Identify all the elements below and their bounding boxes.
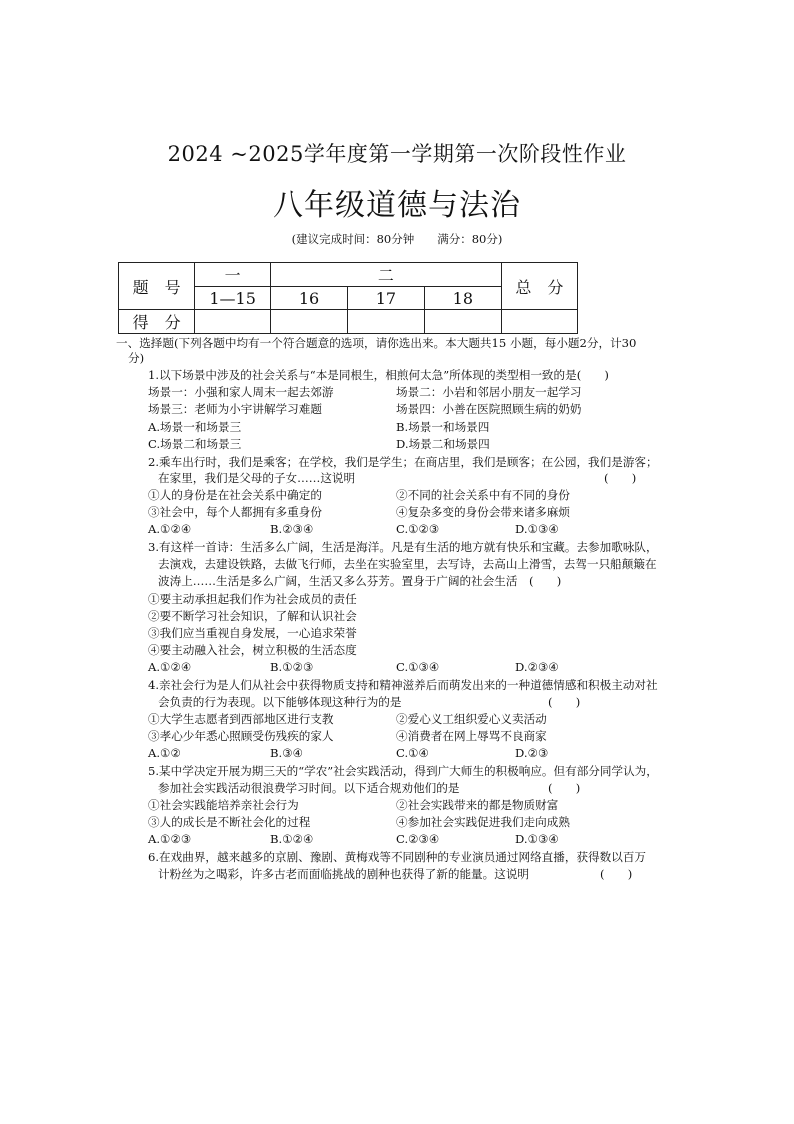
q4-option-b[interactable]: B.③④ bbox=[270, 746, 303, 760]
subject-title: 八年级道德与法治 bbox=[273, 188, 521, 223]
section-intro-cont: 分) bbox=[128, 351, 145, 365]
q1-scene-1: 场景一：小强和家人周末一起去郊游 bbox=[148, 385, 334, 399]
q5-stem-line2: 参加社会实践活动很浪费学习时间。以下适合规劝他们的是 bbox=[158, 781, 460, 795]
q2-statement-3: ③社会中，每个人都拥有多重身份 bbox=[148, 505, 322, 519]
q3-statement-3: ③我们应当重视自身发展，一心追求荣誉 bbox=[148, 626, 357, 640]
score-cell-q17[interactable] bbox=[347, 310, 424, 334]
part-one-header: 一 bbox=[195, 263, 271, 287]
q3-stem-line3: 波涛上……生活是多么广阔，生活又多么芬芳。置身于广阔的社会生活 ( ) bbox=[158, 574, 562, 588]
q4-statement-2: ②爱心义工组织爱心义卖活动 bbox=[396, 712, 547, 726]
q6-answer-paren[interactable]: ( ) bbox=[600, 867, 633, 881]
score-cell-q16[interactable] bbox=[271, 310, 348, 334]
q5-option-b[interactable]: B.①②④ bbox=[270, 832, 314, 846]
q4-option-c[interactable]: C.①④ bbox=[396, 746, 429, 760]
q5-option-a[interactable]: A.①②③ bbox=[148, 832, 192, 846]
q5-statement-4: ④参加社会实践促进我们走向成熟 bbox=[396, 815, 570, 829]
score-cell-total[interactable] bbox=[501, 310, 577, 334]
q3-option-d[interactable]: D.②③④ bbox=[515, 660, 559, 674]
q5-option-d[interactable]: D.①③④ bbox=[515, 832, 559, 846]
range-one-cell: 1—15 bbox=[195, 287, 271, 310]
q1-scene-2: 场景二：小岩和邻居小朋友一起学习 bbox=[396, 385, 582, 399]
q3-stem-line2: 去演戏，去建设铁路，去做飞行师，去坐在实验室里，去写诗，去高山上滑雪，去驾一只船颠簸在 bbox=[158, 557, 657, 571]
q5-answer-paren[interactable]: ( ) bbox=[548, 781, 581, 795]
q4-answer-paren[interactable]: ( ) bbox=[548, 695, 581, 709]
q2-stem-line1: 2.乘车出行时，我们是乘客；在学校，我们是学生；在商店里，我们是顾客；在公园，我们是游客； bbox=[148, 455, 658, 469]
total-header: 总 分 bbox=[501, 263, 577, 310]
part-two-header: 二 bbox=[271, 263, 502, 287]
q2-option-a[interactable]: A.①②④ bbox=[148, 522, 192, 536]
q4-statement-3: ③孝心少年悉心照顾受伤残疾的家人 bbox=[148, 729, 334, 743]
q4-option-d[interactable]: D.②③ bbox=[515, 746, 549, 760]
q1-stem: 1.以下场景中涉及的社会关系与“本是同根生，相煎何太急”所体现的类型相一致的是( ) bbox=[148, 368, 609, 382]
q1-option-d[interactable]: D.场景二和场景四 bbox=[396, 437, 490, 451]
q17-cell: 17 bbox=[347, 287, 424, 310]
q3-option-c[interactable]: C.①③④ bbox=[396, 660, 440, 674]
question-number-label: 题 号 bbox=[119, 263, 195, 310]
time-info: (建议完成时间：80分钟 满分：80分) bbox=[291, 232, 503, 246]
q2-statement-4: ④复杂多变的身份会带来诸多麻烦 bbox=[396, 505, 570, 519]
q5-statement-1: ①社会实践能培养亲社会行为 bbox=[148, 798, 299, 812]
q4-statement-4: ④消费者在网上辱骂不良商家 bbox=[396, 729, 547, 743]
q4-statement-1: ①大学生志愿者到西部地区进行支教 bbox=[148, 712, 334, 726]
q5-statement-2: ②社会实践带来的都是物质财富 bbox=[396, 798, 559, 812]
q1-scene-3: 场景三：老师为小宇讲解学习难题 bbox=[148, 402, 322, 416]
score-table bbox=[118, 262, 578, 334]
q4-stem-line1: 4.亲社会行为是人们从社会中获得物质支持和精神滋养后而萌发出来的一种道德情感和积极主动对社 bbox=[148, 678, 658, 692]
q2-option-b[interactable]: B.②③④ bbox=[270, 522, 314, 536]
q6-stem-line2: 计粉丝为之喝彩，许多古老而面临挑战的剧种也获得了新的能量。这说明 bbox=[158, 867, 530, 881]
q3-statement-2: ②要不断学习社会知识，了解和认识社会 bbox=[148, 609, 357, 623]
q3-option-b[interactable]: B.①②③ bbox=[270, 660, 314, 674]
score-cell-q18[interactable] bbox=[424, 310, 501, 334]
q1-scene-4: 场景四：小善在医院照顾生病的奶奶 bbox=[396, 402, 582, 416]
q1-option-a[interactable]: A.场景一和场景三 bbox=[148, 420, 242, 434]
q5-stem-line1: 5.某中学决定开展为期三天的“学农”社会实践活动，得到广大师生的积极响应。但有部分同学认为， bbox=[148, 764, 658, 778]
q16-cell: 16 bbox=[271, 287, 348, 310]
q6-stem-line1: 6.在戏曲界，越来越多的京剧、豫剧、黄梅戏等不同剧种的专业演员通过网络直播，获得数以百万 bbox=[148, 850, 647, 864]
q4-stem-line2: 会负责的行为表现。以下能够体现这种行为的是 bbox=[158, 695, 402, 709]
q1-option-c[interactable]: C.场景二和场景三 bbox=[148, 437, 242, 451]
q2-stem-line2: 在家里，我们是父母的子女……这说明 bbox=[158, 471, 356, 485]
q2-option-d[interactable]: D.①③④ bbox=[515, 522, 559, 536]
q3-stem-line1: 3.有这样一首诗：生活多么广阔，生活是海洋。凡是有生活的地方就有快乐和宝藏。去参加歌咏队， bbox=[148, 540, 658, 554]
q18-cell: 18 bbox=[424, 287, 501, 310]
q2-option-c[interactable]: C.①②③ bbox=[396, 522, 440, 536]
score-label: 得 分 bbox=[119, 310, 195, 334]
q3-option-a[interactable]: A.①②④ bbox=[148, 660, 192, 674]
section-intro: 一、选择题(下列各题中均有一个符合题意的选项，请你选出来。本大题共15 小题，每小题2分，计30 bbox=[116, 336, 637, 350]
q5-statement-3: ③人的成长是不断社会化的过程 bbox=[148, 815, 311, 829]
q3-statement-1: ①要主动承担起我们作为社会成员的责任 bbox=[148, 592, 357, 606]
q4-option-a[interactable]: A.①② bbox=[148, 746, 181, 760]
page-title: 2024 ~2025学年度第一学期第一次阶段性作业 bbox=[167, 142, 627, 166]
score-cell-part-one[interactable] bbox=[195, 310, 271, 334]
q3-statement-4: ④要主动融入社会，树立积极的生活态度 bbox=[148, 643, 357, 657]
q5-option-c[interactable]: C.②③④ bbox=[396, 832, 440, 846]
q2-answer-paren[interactable]: ( ) bbox=[604, 471, 637, 485]
q1-option-b[interactable]: B.场景一和场景四 bbox=[396, 420, 490, 434]
q2-statement-1: ①人的身份是在社会关系中确定的 bbox=[148, 488, 322, 502]
q2-statement-2: ②不同的社会关系中有不同的身份 bbox=[396, 488, 570, 502]
